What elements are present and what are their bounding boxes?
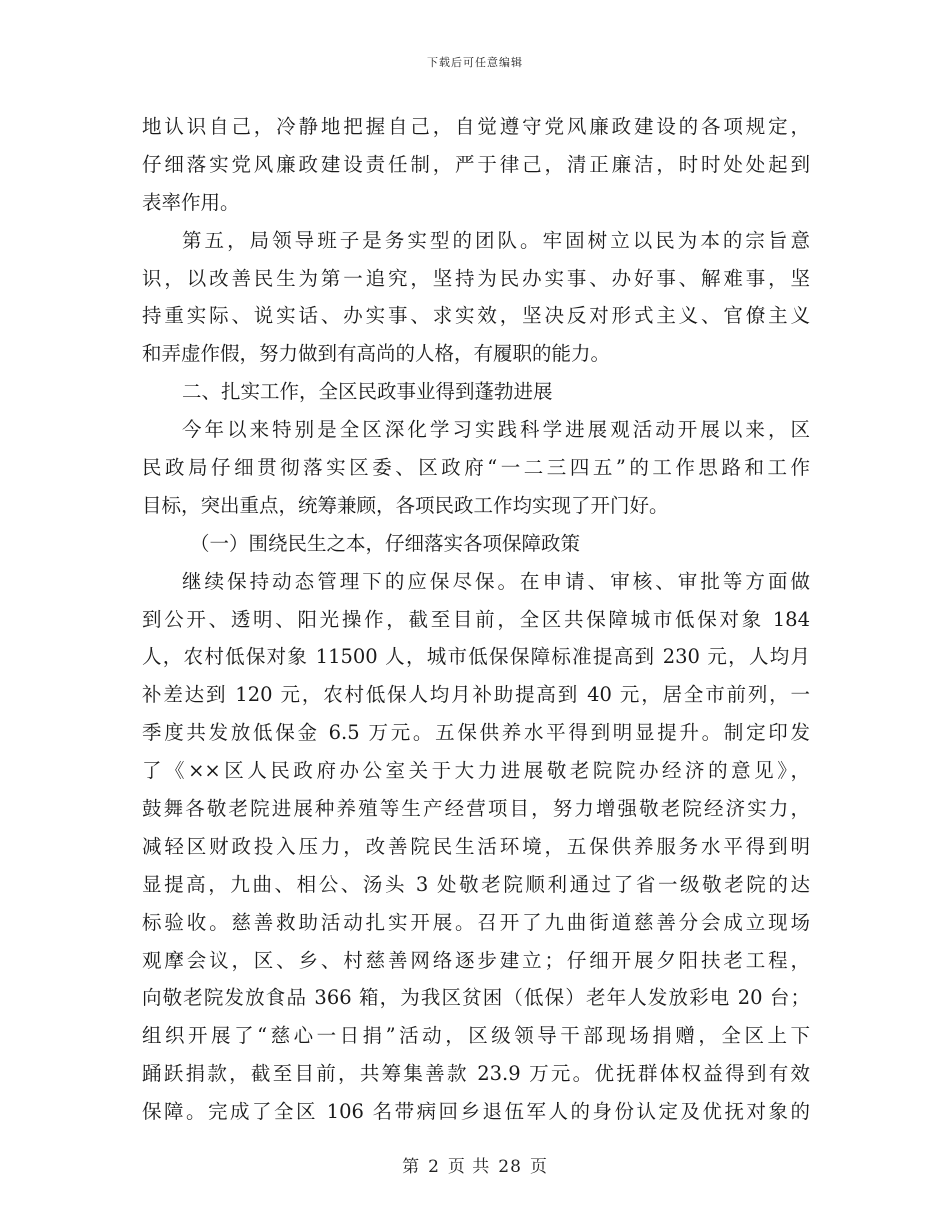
footer-total-pages: 28 [498,1157,522,1177]
text-line: 向敬老院发放食品 366 箱，为我区贫困（低保）老年人发放彩电 20 台； [142,986,810,1010]
text-line: 补差达到 120 元，农村低保人均月补助提高到 40 元，居全市前列，一 [142,683,810,707]
footer-middle: 页 共 [447,1157,491,1177]
text-line: 持重实际、说实话、办实事、求实效，坚决反对形式主义、官僚主义 [142,304,810,328]
text-line: 目标，突出重点，统筹兼顾，各项民政工作均实现了开门好。 [142,493,669,517]
text-line: 显提高，九曲、相公、汤头 3 处敬老院顺利通过了省一级敬老院的达 [142,872,810,896]
text-line: 表率作用。 [142,190,240,214]
page-footer [0,1152,950,1177]
text-line: 第五，局领导班子是务实型的团队。牢固树立以民为本的宗旨意 [182,228,810,252]
text-line: 到公开、透明、阳光操作，截至目前，全区共保障城市低保对象 184 [142,607,810,631]
text-line: 仔细落实党风廉政建设责任制，严于律己，清正廉洁，时时处处起到 [142,152,810,176]
footer-page-number: 2 [428,1157,440,1177]
text-line: 二、扎实工作，全区民政事业得到蓬勃进展 [182,380,553,404]
text-line: 今年以来特别是全区深化学习实践科学进展观活动开展以来，区 [182,418,810,442]
text-line: 保障。完成了全区 106 名带病回乡退伍军人的身份认定及优抚对象的 [142,1100,810,1124]
text-line: 踊跃捐款，截至目前，共筹集善款 23.9 万元。优抚群体权益得到有效 [142,1062,810,1086]
text-line: 和弄虚作假，努力做到有高尚的人格，有履职的能力。 [142,342,611,366]
text-line: 观摩会议，区、乡、村慈善网络逐步建立；仔细开展夕阳扶老工程， [142,948,810,972]
text-line: 了《××区人民政府办公室关于大力进展敬老院院办经济的意见》， [142,759,810,783]
text-line: 标验收。慈善救助活动扎实开展。召开了九曲街道慈善分会成立现场 [142,910,810,934]
text-line: （一）围绕民生之本，仔细落实各项保障政策 [190,531,581,555]
text-line: 识，以改善民生为第一追究，坚持为民办实事、办好事、解难事，坚 [142,266,810,290]
footer-suffix: 页 [529,1157,548,1177]
text-line: 人，农村低保对象 11500 人，城市低保保障标准提高到 230 元，人均月 [142,645,810,669]
document-body [142,108,810,1131]
text-line: 民政局仔细贯彻落实区委、区政府“一二三四五”的工作思路和工作 [142,456,810,480]
text-line: 减轻区财政投入压力，改善院民生活环境，五保供养服务水平得到明 [142,834,810,858]
footer-prefix: 第 [402,1157,421,1177]
text-line: 继续保持动态管理下的应保尽保。在申请、审核、审批等方面做 [182,569,810,593]
page-header-note: 下载后可任意编辑 [427,56,523,69]
text-line: 地认识自己，冷静地把握自己，自觉遵守党风廉政建设的各项规定， [142,115,810,138]
text-line: 季度共发放低保金 6.5 万元。五保供养水平得到明显提升。制定印发 [142,721,810,745]
text-line: 鼓舞各敬老院进展种养殖等生产经营项目，努力增强敬老院经济实力， [142,797,810,821]
text-line: 组织开展了“慈心一日捐”活动，区级领导干部现场捐赠，全区上下 [142,1024,810,1048]
